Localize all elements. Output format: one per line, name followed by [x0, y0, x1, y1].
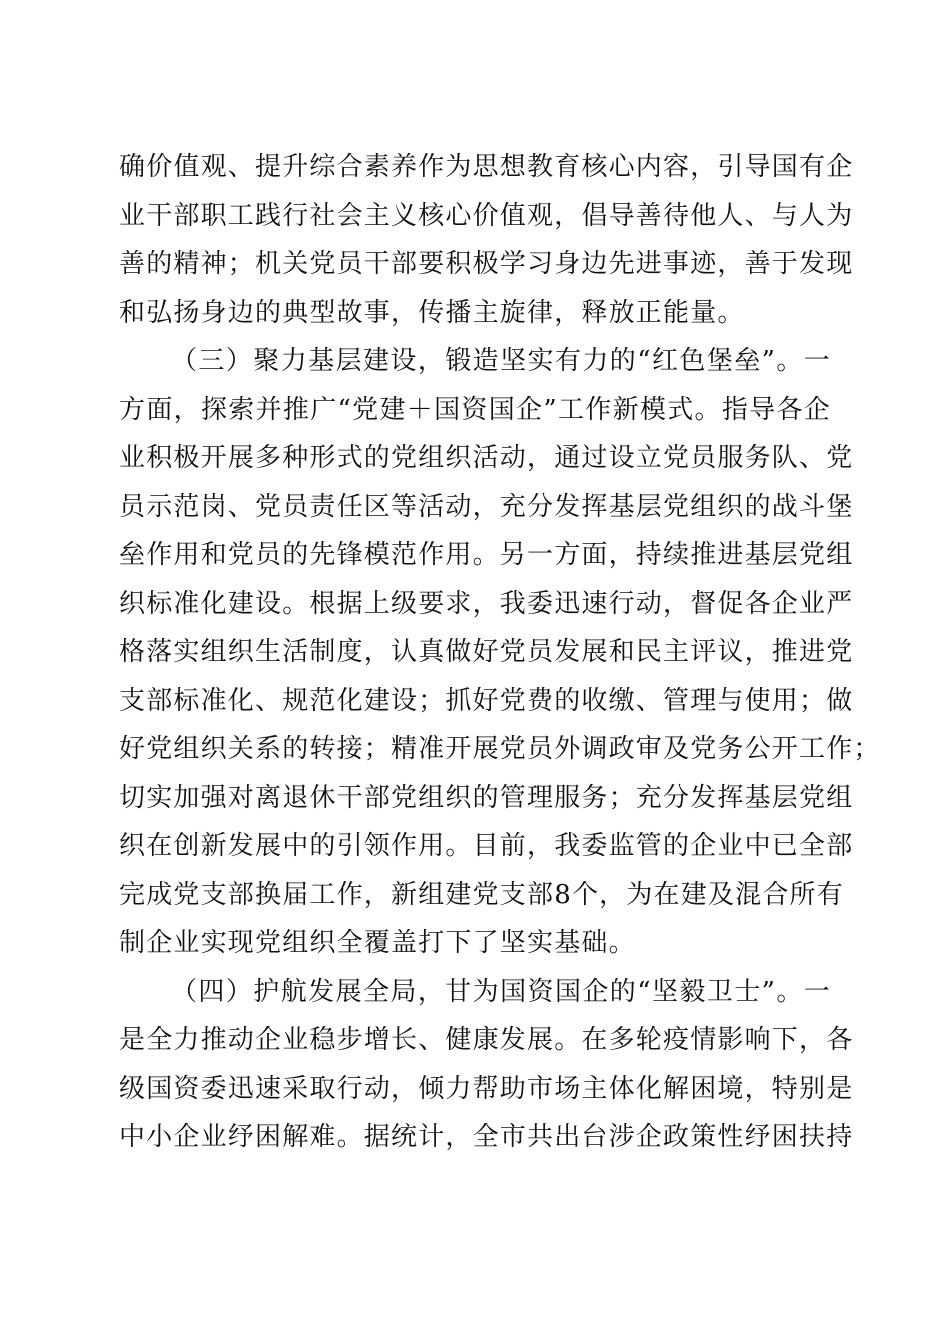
- text-line: 确价值观、提升综合素养作为思想教育核心内容，引导国有企: [119, 152, 854, 182]
- text-line: 完成党支部换届工作，新组建党支部8个，为在建及混合所有: [119, 879, 844, 910]
- text-line: 织在创新发展中的引领作用。目前，我委监管的企业中已全部: [119, 831, 854, 861]
- text-line: 好党组织关系的转接；精准开展党员外调政审及党务公开工作；: [119, 734, 881, 764]
- text-line: 业干部职工践行社会主义核心价值观，倡导善待他人、与人为: [119, 200, 854, 231]
- text-line: 方面，探索并推广“党建＋国资国企”工作新模式。指导各企: [119, 394, 831, 425]
- section-heading-line: （四）护航发展全局，甘为国资国企的“坚毅卫士”。一: [171, 976, 831, 1007]
- section-heading-line: （三）聚力基层建设，锻造坚实有力的“红色堡垒”。一: [171, 346, 831, 376]
- text-line: 和弘扬身边的典型故事，传播主旋律，释放正能量。: [119, 297, 745, 328]
- text-line: 善的精神；机关党员干部要积极学习身边先进事迹，善于发现: [119, 249, 854, 279]
- text-line: 切实加强对离退休干部党组织的管理服务；充分发挥基层党组: [119, 782, 854, 813]
- text-line: 支部标准化、规范化建设；抓好党费的收缴、管理与使用；做: [119, 685, 854, 716]
- text-line: 制企业实现党组织全覆盖打下了坚实基础。: [119, 928, 636, 958]
- text-line: 员示范岗、党员责任区等活动，充分发挥基层党组织的战斗堡: [119, 491, 854, 522]
- text-line: 格落实组织生活制度，认真做好党员发展和民主评议，推进党: [119, 637, 854, 667]
- text-line: 业积极开展多种形式的党组织活动，通过设立党员服务队、党: [119, 443, 854, 473]
- text-line: 中小企业纾困解难。据统计，全市共出台涉企政策性纾困扶持: [119, 1122, 854, 1152]
- text-line: 垒作用和党员的先锋模范作用。另一方面，持续推进基层党组: [119, 540, 854, 570]
- text-line: 是全力推动企业稳步增长、健康发展。在多轮疫情影响下，各: [119, 1025, 854, 1055]
- text-line: 织标准化建设。根据上级要求，我委迅速行动，督促各企业严: [119, 588, 854, 619]
- body-text: [119, 143, 881, 1162]
- text-line: 级国资委迅速采取行动，倾力帮助市场主体化解困境，特别是: [119, 1073, 854, 1104]
